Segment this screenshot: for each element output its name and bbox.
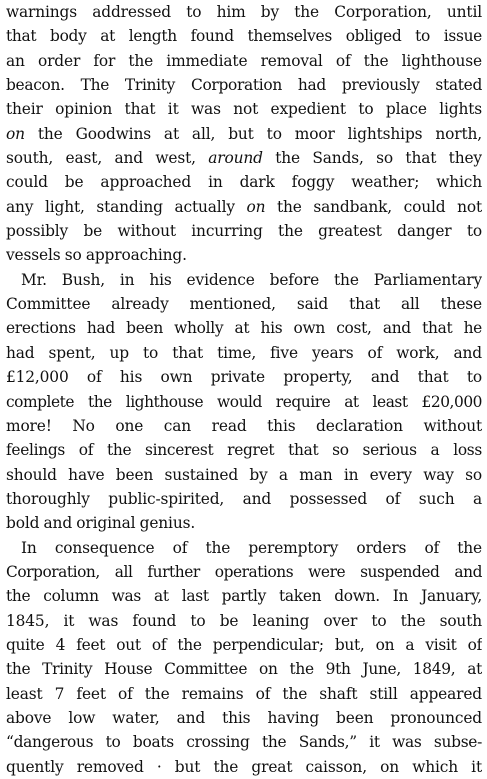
text-line: bold and original genius. — [6, 514, 196, 533]
text-line: south, east, and west, around the Sands, so that they — [6, 149, 482, 168]
text-line: any light, standing actually on the sandbank, could not — [6, 197, 482, 216]
text-line: feelings of the sincerest regret that so serious a loss — [6, 441, 482, 460]
text-line: warnings addressed to him by the Corporation, until — [6, 3, 482, 21]
text-line: quite 4 feet out of the perpendicular; but, on a visit of — [6, 635, 482, 654]
text-line: 1845, it was found to be leaning over to the south — [6, 611, 482, 630]
text-line: beacon. The Trinity Corporation had previously stated — [6, 76, 482, 95]
text-line: thoroughly public-spirited, and possessed of such a — [6, 489, 482, 508]
text-line: Committee already mentioned, said that all these — [6, 295, 482, 314]
text-line: their opinion that it was not expedient to place lights — [6, 100, 482, 119]
text-line: above low water, and this having been pronounced — [6, 708, 482, 727]
text-line: complete the lighthouse would require at least £20,000 — [6, 392, 482, 411]
text-line: an order for the immediate removal of the lighthouse — [6, 51, 482, 70]
paragraph-1 — [6, 0, 482, 268]
italic-emphasis: on — [6, 124, 25, 143]
italic-emphasis: around — [208, 149, 263, 168]
text-line: the Trinity House Committee on the 9th June, 1849, at — [6, 660, 482, 679]
paragraph-2 — [6, 268, 482, 536]
text-line: Mr. Bush, in his evidence before the Parliamentary — [21, 270, 482, 289]
text-line: had spent, up to that time, five years of work, and — [6, 343, 482, 362]
text-line: “dangerous to boats crossing the Sands,” it was subse- — [6, 733, 482, 752]
text-line: erections had been wholly at his own cost, and that he — [6, 319, 482, 338]
text-line: least 7 feet of the remains of the shaft still appeared — [6, 684, 482, 703]
text-line: quently removed · but the great caisson, on which it — [6, 757, 482, 776]
paragraph-3 — [6, 536, 482, 779]
text-line: £12,000 of his own private property, and that to — [6, 368, 482, 387]
text-line: that body at length found themselves obliged to issue — [6, 27, 482, 46]
text-line: should have been sustained by a man in every way so — [6, 465, 482, 484]
text-line: vessels so approaching. — [6, 246, 187, 265]
text-line: Corporation, all further operations were suspended and — [6, 562, 482, 581]
text-line: on the Goodwins at all, but to moor lightships north, — [6, 124, 482, 143]
text-line: the column was at last partly taken down. In January, — [6, 587, 482, 606]
text-line: could be approached in dark foggy weather; which — [6, 173, 482, 192]
text-line: more! No one can read this declaration without — [6, 416, 482, 435]
text-line: In consequence of the peremptory orders of the — [21, 538, 482, 557]
text-line: possibly be without incurring the greatest danger to — [6, 222, 482, 241]
italic-emphasis: on — [246, 197, 266, 216]
